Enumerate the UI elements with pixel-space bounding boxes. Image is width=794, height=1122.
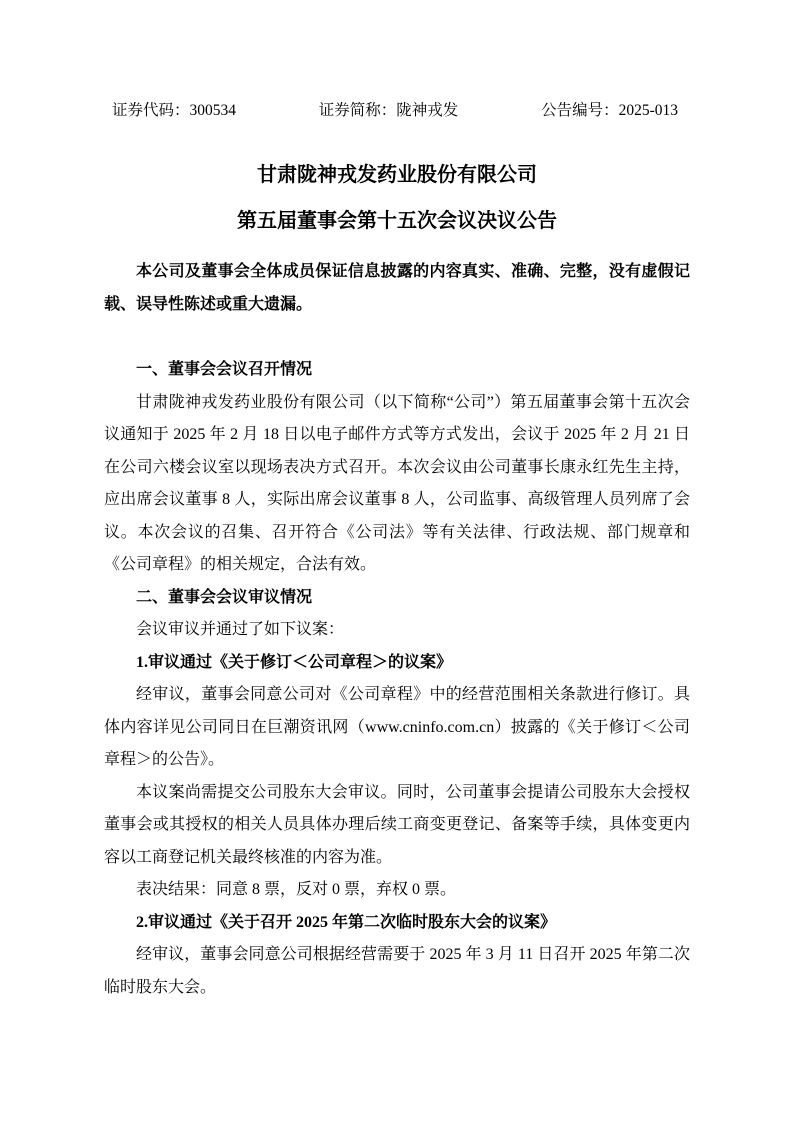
item-2-heading: 2.审议通过《关于召开 2025 年第二次临时股东大会的议案》 bbox=[136, 913, 557, 931]
section-1-paragraph: 甘肃陇神戎发药业股份有限公司（以下简称“公司”）第五届董事会第十五次会议通知于 2025 年 2 月 18 日以电子邮件方式等方式发出，会议于 2025 年 2 月 21 日在公司六楼会议室以现场表决方式召开。本次会议由公司董事长康永红先生主持，应出席会议董事 8 人，实际出席会议董事 8 人，公司监事、高级管理人员列席了会议。本次会议的召集、召开符合《公司法》等有关法律、行政法规、部门规章和《公司章程》的相关规定，合法有效。 bbox=[104, 393, 690, 573]
item-1-paragraph-1: 经审议，董事会同意公司对《公司章程》中的经营范围相关条款进行修订。具体内容详见公司同日在巨潮资讯网（www.cninfo.com.cn）披露的《关于修订＜公司章程＞的公告》。 bbox=[104, 686, 690, 768]
item-1-vote-result: 表决结果：同意 8 票，反对 0 票，弃权 0 票。 bbox=[136, 881, 457, 898]
doc-header bbox=[104, 100, 690, 122]
section-2-intro: 会议审议并通过了如下议案： bbox=[136, 621, 345, 638]
section-2-heading: 二、董事会会议审议情况 bbox=[136, 588, 313, 606]
doc-body bbox=[104, 256, 690, 1004]
declaration-paragraph: 本公司及董事会全体成员保证信息披露的内容真实、准确、完整，没有虚假记载、误导性陈述或重大遗漏。 bbox=[104, 263, 690, 313]
item-1-heading: 1.审议通过《关于修订＜公司章程＞的议案》 bbox=[136, 653, 453, 671]
item-1-paragraph-2: 本议案尚需提交公司股东大会审议。同时，公司董事会提请公司股东大会授权董事会或其授权的相关人员具体办理后续工商变更登记、备案等手续，具体变更内容以工商登记机关最终核准的内容为准。 bbox=[104, 783, 690, 866]
stock-code: 证券代码：300534 bbox=[112, 102, 237, 119]
stock-name: 证券简称：陇神戎发 bbox=[318, 102, 459, 119]
section-1-heading: 一、董事会会议召开情况 bbox=[136, 361, 313, 378]
item-2-paragraph: 经审议，董事会同意公司根据经营需要于 2025 年 3 月 11 日召开 2025 年第二次临时股东大会。 bbox=[104, 946, 690, 996]
doc-title-line1: 甘肃陇神戎发药业股份有限公司 bbox=[257, 164, 537, 186]
announcement-number: 公告编号：2025-013 bbox=[541, 102, 678, 119]
doc-title bbox=[104, 152, 690, 244]
doc-title-line2: 第五届董事会第十五次会议决议公告 bbox=[237, 210, 557, 232]
